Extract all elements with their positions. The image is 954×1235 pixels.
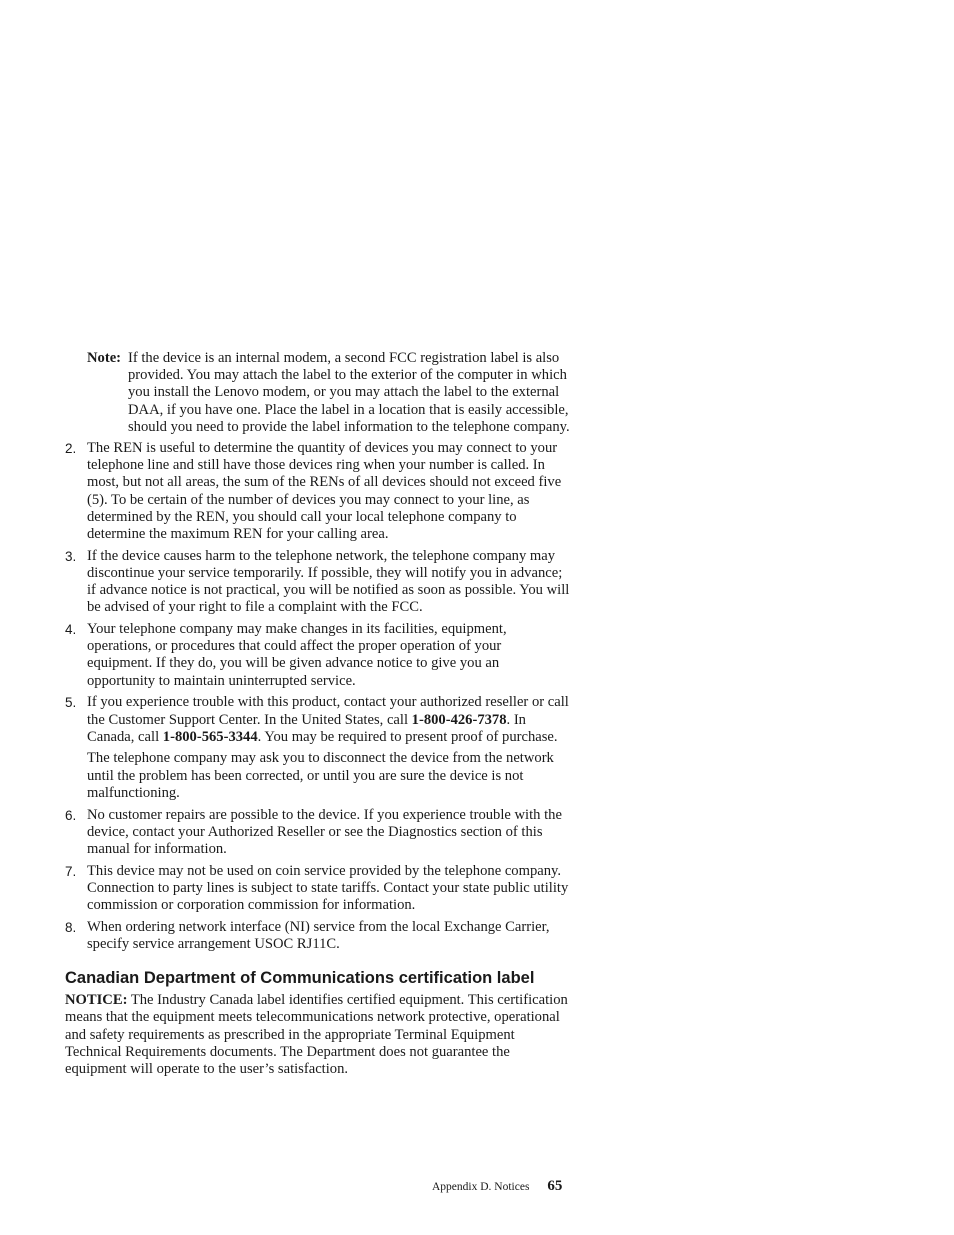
numbered-list [65,440,570,953]
note [87,350,570,436]
page-number: 65 [547,1178,563,1194]
list-item-7 [65,863,570,915]
list-item-number: 3. [65,548,77,564]
section-heading: Canadian Department of Communications certification label [65,969,535,988]
page-footer [432,1178,562,1195]
us-phone-number: 1-800-426-7378 [411,711,507,728]
list-item-3 [65,548,570,617]
list-item-8 [65,919,570,953]
list-item-2 [65,440,570,543]
note-text: If the device is an internal modem, a second FCC registration label is also provided. You may attach the label to the exterior of the computer in which you install the Lenovo modem, or you may attach the label to the external DAA, if you have one. Place the label in a location that is easily accessible, should you need to provide the label information to the telephone company. [128,350,570,435]
text-segment: . In Canada, call [87,711,526,745]
list-item-text: When ordering network interface (NI) service from the local Exchange Carrier, specify service arrangement USOC RJ11C. [87,918,550,952]
text-segment: . You may be required to present proof of purchase. [257,728,558,745]
notice-label: NOTICE: [65,992,128,1009]
notice-paragraph [65,992,570,1078]
list-item-text: No customer repairs are possible to the device. If you experience trouble with the device, contact your Authorized Reseller or see the Diagnostics section of this manual for information. [87,806,562,857]
list-item-second-paragraph: The telephone company may ask you to disconnect the device from the network until the problem has been corrected, or until you are sure the device is not malfunctioning. [87,750,554,801]
list-item-number: 6. [65,807,77,823]
note-label: Note: [87,350,122,366]
list-item-6 [65,807,570,859]
list-item-number: 5. [65,695,77,711]
list-item-text: The REN is useful to determine the quantity of devices you may connect to your telephone line and still have those devices ring when your number is called. In most, but not all areas, the sum of the RENs of all devices should not exceed five (5). To be certain of the number of devices you may connect to your line, as determined by the REN, you should call your local telephone company to determine the maximum REN for your calling area. [87,440,562,543]
notice-text: The Industry Canada label identifies certified equipment. This certification means that the equipment meets telecommunications network protective, operational and safety requirements as prescribed in the appropriate Terminal Equipment Technical Requirements documents. The Department does not guarantee the equipment will operate to the user’s satisfaction. [65,992,568,1078]
list-item-number: 8. [65,919,77,935]
list-item-text [87,694,570,746]
list-item-text: If the device causes harm to the telephone network, the telephone company may discontinue your service temporarily. If possible, they will notify you in advance; if advance notice is not practical, you will be notified as soon as possible. You will be advised of your right to file a complaint with the FCC. [87,547,570,616]
list-item-5 [65,694,570,802]
list-item-number: 7. [65,863,77,879]
text-segment: If you experience trouble with this product, contact your authorized reseller or call the Customer Support Center. In the United States, call [87,694,569,728]
canada-phone-number: 1-800-565-3344 [162,728,258,745]
list-item-number: 2. [65,441,77,457]
list-item-number: 4. [65,622,77,638]
page-content [65,350,570,1078]
list-item-text: Your telephone company may make changes in its facilities, equipment, operations, or procedures that could affect the proper operation of your equipment. If they do, you will be given advance notice to give you an opportunity to maintain uninterrupted service. [87,621,507,689]
list-item-4 [65,621,570,690]
footer-section-title: Appendix D. Notices [432,1181,530,1193]
list-item-text: This device may not be used on coin service provided by the telephone company. Connection to party lines is subject to state tariffs. Contact your state public utility commission or corporation commission for information. [87,862,569,914]
